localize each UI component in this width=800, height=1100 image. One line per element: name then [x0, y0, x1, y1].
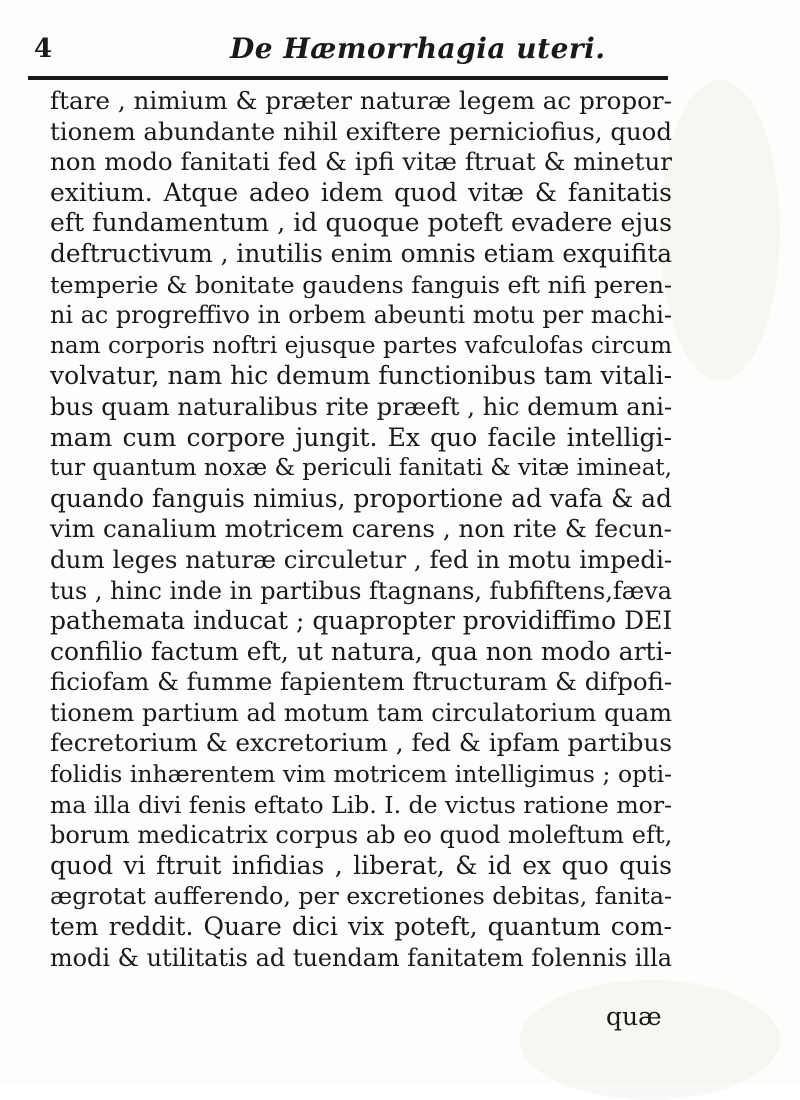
- text-line: bus quam naturalibus rite præeft , hic demum ani-: [50, 392, 673, 421]
- text-line: ftare , nimium & præter naturæ legem ac propor-: [50, 86, 672, 115]
- text-line: volvatur, nam hic demum functionibus tam vitali-: [50, 361, 673, 391]
- text-line: mam cum corpore jungit. Ex quo facile intelligi-: [50, 422, 672, 452]
- text-line: tionem partium ad motum tam circulatorium quam: [50, 698, 672, 727]
- body-text: [50, 86, 672, 973]
- text-line: exitium. Atque adeo idem quod vitæ & fanitatis: [50, 177, 672, 207]
- text-line: vim canalium motricem carens , non rite & fecun-: [50, 514, 672, 544]
- running-title: De Hæmorrhagia uteri.: [230, 32, 606, 65]
- page-header: [30, 28, 670, 78]
- text-line: quod vi ftruit infidias , liberat, & id ex quo quis: [50, 850, 672, 880]
- text-line: pathemata inducat ; quapropter providiffimo DEI: [50, 606, 673, 636]
- text-line: nam corporis noftri ejusque partes vafculofas circum: [50, 332, 672, 359]
- text-line: ma illa divi fenis eftato Lib. I. de victus ratione mor-: [50, 790, 673, 819]
- text-line: borum medicatrix corpus ab eo quod moleftum eft,: [50, 821, 673, 850]
- text-line: modi & utilitatis ad tuendam fanitatem folennis illa: [50, 943, 672, 972]
- text-line: tus , hinc inde in partibus ftagnans, fubfiftens,fæva: [50, 576, 672, 605]
- text-line: quando fanguis nimius, proportione ad vafa & ad: [50, 483, 672, 513]
- page-number: 4: [34, 34, 53, 64]
- catchword: quæ: [606, 1002, 662, 1031]
- paper-stain: [660, 80, 780, 380]
- text-line: temperie & bonitate gaudens fanguis eft nifi peren-: [50, 270, 672, 299]
- text-line: tur quantum noxæ & periculi fanitati & vitæ imineat,: [50, 455, 672, 482]
- text-line: folidis inhærentem vim motricem intelligimus ; opti-: [50, 760, 672, 789]
- text-line: deftructivum , inutilis enim omnis etiam exquifita: [50, 238, 673, 268]
- text-line: eft fundamentum , id quoque poteft evadere ejus: [50, 208, 672, 238]
- text-line: non modo fanitati fed & ipfi vitæ ftruat & minetur: [50, 147, 672, 177]
- text-line: tem reddit. Quare dici vix poteft, quantum com-: [50, 912, 672, 942]
- text-line: fecretorium & excretorium , fed & ipfam partibus: [50, 728, 672, 758]
- text-line: ni ac progreffivo in orbem abeunti motu per machi-: [50, 301, 672, 330]
- paper-stain: [520, 980, 780, 1100]
- header-rule: [28, 76, 668, 80]
- text-line: ægrotat aufferendo, per excretiones debitas, fanita-: [50, 882, 672, 911]
- text-line: ficiofam & fumme fapientem ftructuram & difpofi-: [50, 667, 673, 697]
- text-line: confilio factum eft, ut natura, qua non modo arti-: [50, 636, 673, 666]
- text-line: tionem abundante nihil exiftere perniciofius, quod: [50, 116, 672, 146]
- text-line: dum leges naturæ circuletur , fed in motu impedi-: [50, 544, 673, 574]
